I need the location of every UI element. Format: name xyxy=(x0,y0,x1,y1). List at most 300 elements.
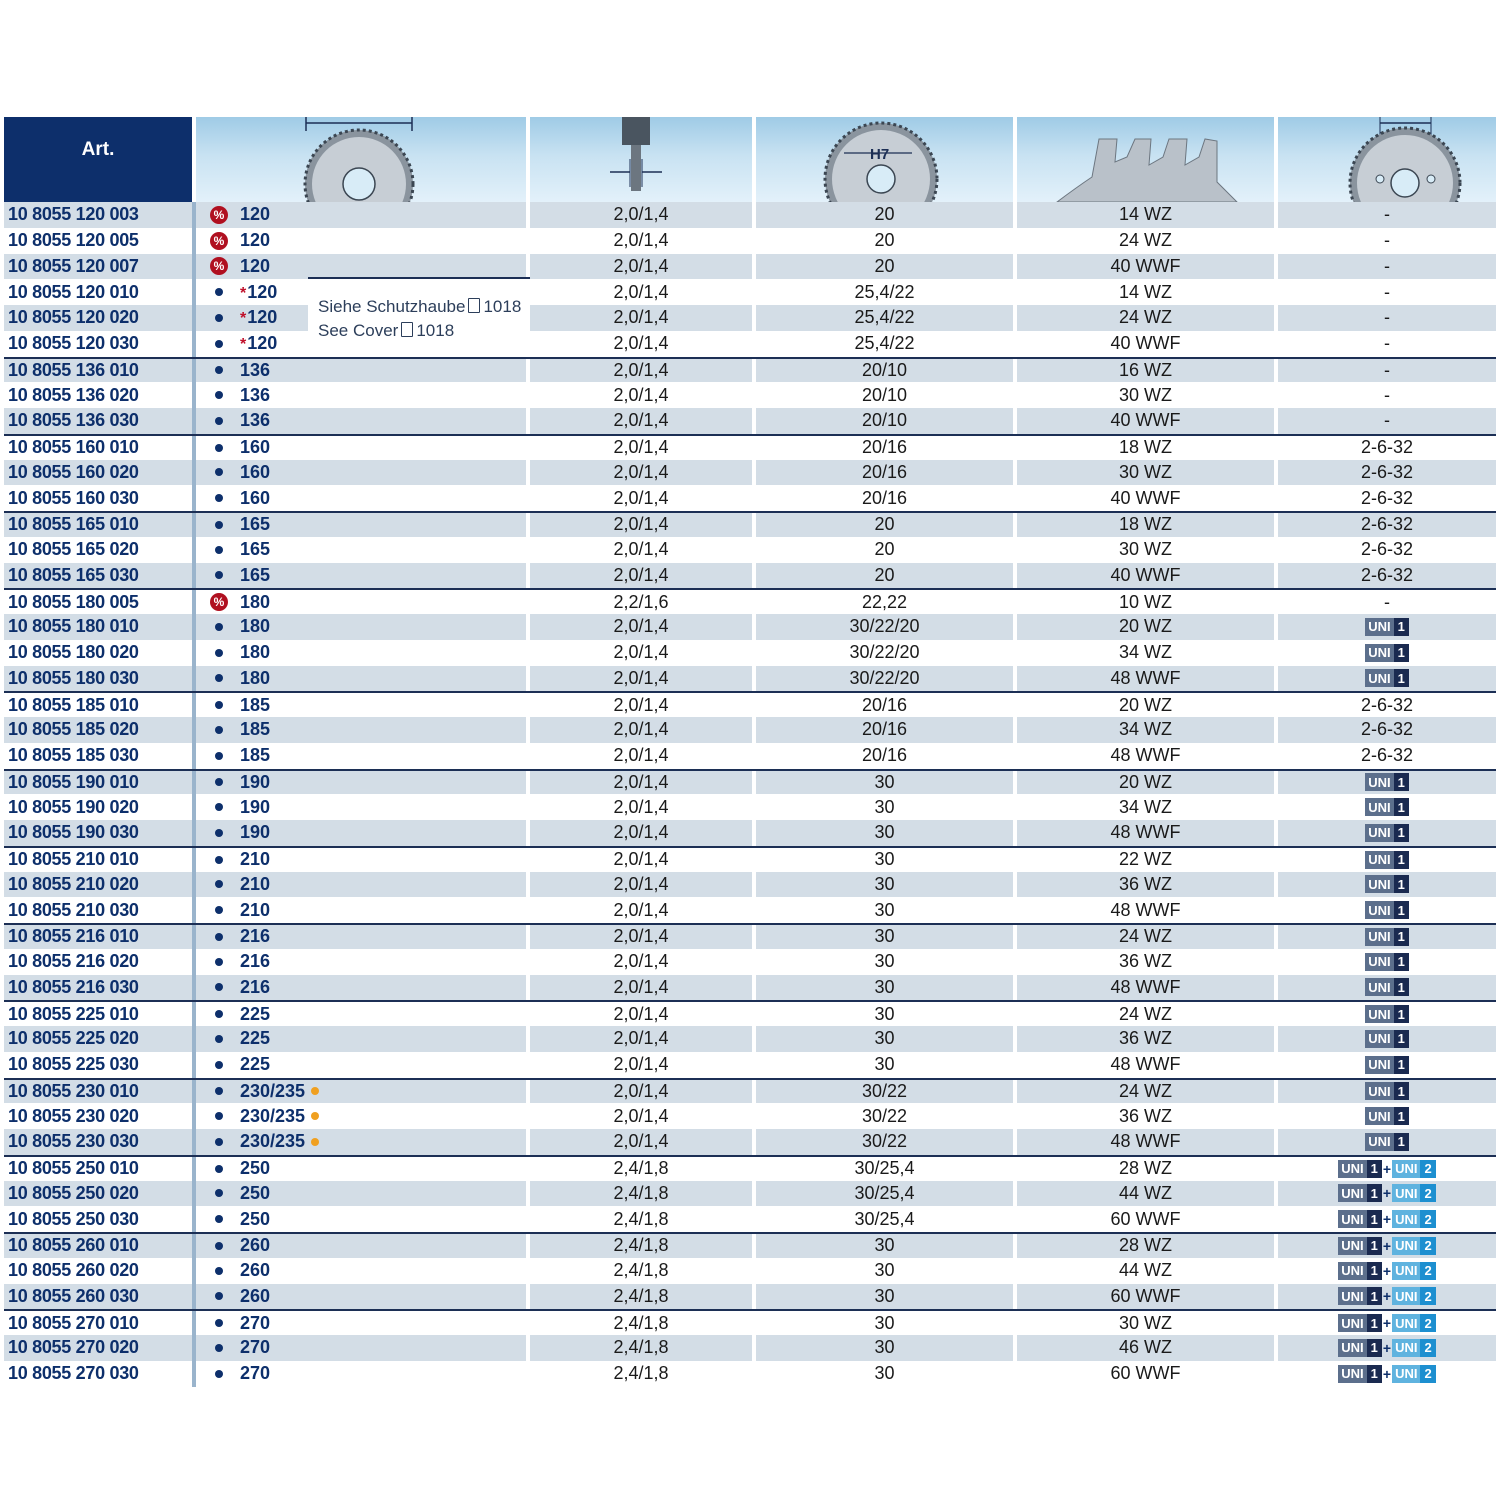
availability-dot-icon xyxy=(215,468,223,476)
availability-mark xyxy=(206,314,232,322)
uni-label: UNI xyxy=(1365,1030,1393,1048)
pinhole-spec: - xyxy=(1384,591,1390,612)
uni-number: 1 xyxy=(1367,1287,1382,1305)
tooth-count: 30 WZ xyxy=(1017,1311,1278,1335)
availability-dot-icon xyxy=(215,444,223,452)
availability-dot-icon xyxy=(215,1165,223,1173)
availability-mark xyxy=(206,701,232,709)
article-number: 10 8055 225 030 xyxy=(4,1052,196,1078)
diameter-value xyxy=(240,592,270,613)
uni1-badge xyxy=(1365,1107,1409,1125)
pinhole-spec: - xyxy=(1384,384,1390,405)
article-number: 10 8055 250 010 xyxy=(4,1157,196,1181)
diameter-cell xyxy=(196,228,530,254)
note-de: Siehe Schutzhaube xyxy=(318,297,466,316)
diameter-value xyxy=(240,874,270,895)
uni-number: 1 xyxy=(1394,669,1409,687)
tooth-count: 36 WZ xyxy=(1017,949,1278,975)
uni-label: UNI xyxy=(1365,773,1393,791)
table-row xyxy=(4,743,1496,769)
uni-label: UNI xyxy=(1365,1005,1393,1023)
tooth-count: 24 WZ xyxy=(1017,925,1278,949)
availability-dot-icon xyxy=(215,340,223,348)
availability-mark xyxy=(206,546,232,554)
table-row xyxy=(4,614,1496,640)
bore-diameter: 30/25,4 xyxy=(756,1181,1017,1207)
diameter-cell xyxy=(196,436,530,460)
diameter-text: 260 xyxy=(240,1235,271,1256)
availability-dot-icon xyxy=(215,983,223,991)
diameter-text: 250 xyxy=(240,1182,271,1203)
pinhole-spec: - xyxy=(1384,204,1390,225)
pinhole-spec: 2-6-32 xyxy=(1360,694,1414,715)
diameter-text: 120 xyxy=(247,307,278,328)
uni-label: UNI xyxy=(1392,1287,1420,1305)
tooth-count: 48 WWF xyxy=(1017,897,1278,923)
table-row xyxy=(4,1284,1496,1310)
diameter-text: 165 xyxy=(240,514,271,535)
article-number: 10 8055 185 010 xyxy=(4,693,196,717)
diameter-text: 190 xyxy=(240,771,271,792)
pinhole-spec xyxy=(1278,925,1496,949)
kerf-thickness: 2,4/1,8 xyxy=(530,1181,756,1207)
bore-diameter: 20/16 xyxy=(756,485,1017,511)
diameter-text: 270 xyxy=(240,1337,271,1358)
table-row xyxy=(4,460,1496,486)
table-row xyxy=(4,357,1496,383)
uni1-badge xyxy=(1338,1365,1382,1383)
asterisk-icon: * xyxy=(240,310,247,328)
availability-dot-icon xyxy=(215,1215,223,1223)
uni-label: UNI xyxy=(1365,928,1393,946)
uni1-badge xyxy=(1338,1314,1382,1332)
kerf-thickness: 2,0/1,4 xyxy=(530,771,756,795)
uni-label: UNI xyxy=(1365,824,1393,842)
uni1-badge xyxy=(1365,901,1409,919)
table-row xyxy=(4,588,1496,614)
uni-number: 1 xyxy=(1394,953,1409,971)
discount-icon: % xyxy=(210,232,228,250)
diameter-value xyxy=(240,1106,305,1127)
availability-mark xyxy=(206,494,232,502)
tooth-count: 36 WZ xyxy=(1017,1026,1278,1052)
pinhole-spec xyxy=(1278,1026,1496,1052)
uni-number: 1 xyxy=(1394,901,1409,919)
availability-mark xyxy=(206,1344,232,1352)
tooth-count: 44 WZ xyxy=(1017,1258,1278,1284)
uni-number: 1 xyxy=(1394,824,1409,842)
table-row xyxy=(4,1232,1496,1258)
diameter-text: 136 xyxy=(240,359,271,380)
uni-label: UNI xyxy=(1338,1262,1366,1280)
uni-number: 2 xyxy=(1420,1160,1435,1178)
tooth-count: 30 WZ xyxy=(1017,382,1278,408)
diameter-text: 270 xyxy=(240,1312,271,1333)
table-row xyxy=(4,279,1496,305)
table-row xyxy=(4,897,1496,923)
uni-number: 1 xyxy=(1394,1030,1409,1048)
kerf-thickness: 2,0/1,4 xyxy=(530,794,756,820)
availability-dot-icon xyxy=(215,1087,223,1095)
bore-diameter: 30 xyxy=(756,794,1017,820)
diameter-value xyxy=(240,333,277,354)
article-number: 10 8055 230 030 xyxy=(4,1129,196,1155)
diameter-text: 185 xyxy=(240,745,271,766)
bore-diameter: 25,4/22 xyxy=(756,331,1017,357)
uni-label: UNI xyxy=(1365,1107,1393,1125)
table-header xyxy=(4,117,1496,202)
diameter-value xyxy=(240,900,270,921)
tooth-count: 20 WZ xyxy=(1017,771,1278,795)
kerf-thickness-diagram xyxy=(530,117,756,202)
table-row xyxy=(4,640,1496,666)
availability-mark xyxy=(206,856,232,864)
diameter-text: 165 xyxy=(240,539,271,560)
uni-number: 1 xyxy=(1394,851,1409,869)
article-number: 10 8055 165 020 xyxy=(4,537,196,563)
availability-mark xyxy=(206,417,232,425)
uni-number: 2 xyxy=(1420,1287,1435,1305)
kerf-thickness: 2,0/1,4 xyxy=(530,848,756,872)
availability-dot-icon xyxy=(215,366,223,374)
kerf-thickness: 2,0/1,4 xyxy=(530,1052,756,1078)
bore-diameter-diagram xyxy=(756,117,1017,202)
diameter-value xyxy=(240,719,270,740)
diameter-text: 230/235 xyxy=(240,1105,306,1126)
diameter-value xyxy=(240,1028,270,1049)
tooth-count: 30 WZ xyxy=(1017,460,1278,486)
diameter-value xyxy=(240,1209,270,1230)
tooth-count: 14 WZ xyxy=(1017,279,1278,305)
availability-dot-icon xyxy=(215,494,223,502)
table-row xyxy=(4,202,1496,228)
uni-number: 1 xyxy=(1394,1133,1409,1151)
uni-number: 2 xyxy=(1420,1314,1435,1332)
article-number: 10 8055 216 020 xyxy=(4,949,196,975)
availability-mark xyxy=(206,674,232,682)
availability-dot-icon xyxy=(215,752,223,760)
availability-mark xyxy=(206,933,232,941)
availability-dot-icon xyxy=(215,623,223,631)
kerf-thickness: 2,0/1,4 xyxy=(530,279,756,305)
bore-diameter: 20 xyxy=(756,254,1017,280)
diameter-value xyxy=(240,1286,270,1307)
article-number: 10 8055 120 003 xyxy=(4,202,196,228)
table-row xyxy=(4,1052,1496,1078)
bore-tolerance-label: H7 xyxy=(870,146,890,163)
kerf-thickness: 2,0/1,4 xyxy=(530,513,756,537)
bore-diameter: 30 xyxy=(756,925,1017,949)
table-row xyxy=(4,1258,1496,1284)
kerf-thickness: 2,0/1,4 xyxy=(530,640,756,666)
uni-label: UNI xyxy=(1365,901,1393,919)
diameter-cell xyxy=(196,1080,530,1104)
bore-diameter: 20 xyxy=(756,537,1017,563)
diameter-cell xyxy=(196,771,530,795)
uni1-badge xyxy=(1365,618,1409,636)
article-number: 10 8055 160 030 xyxy=(4,485,196,511)
pinhole-spec: 2-6-32 xyxy=(1360,745,1414,766)
availability-mark xyxy=(206,521,232,529)
asterisk-icon: * xyxy=(240,284,247,302)
uni-label: UNI xyxy=(1392,1237,1420,1255)
uni-label: UNI xyxy=(1365,1056,1393,1074)
availability-mark xyxy=(206,1242,232,1250)
diameter-text: 165 xyxy=(240,564,271,585)
diameter-text: 190 xyxy=(240,822,271,843)
diameter-value xyxy=(240,282,277,303)
article-number: 10 8055 250 020 xyxy=(4,1181,196,1207)
uni-label: UNI xyxy=(1338,1314,1366,1332)
diameter-value xyxy=(240,488,270,509)
diameter-cell xyxy=(196,408,530,434)
kerf-thickness: 2,0/1,4 xyxy=(530,820,756,846)
discount-icon: % xyxy=(210,593,228,611)
availability-mark xyxy=(206,1035,232,1043)
uni1-badge xyxy=(1338,1160,1382,1178)
availability-mark xyxy=(206,468,232,476)
plus-sign: + xyxy=(1382,1185,1392,1202)
diameter-cell xyxy=(196,1052,530,1078)
availability-mark xyxy=(206,983,232,991)
availability-dot-icon xyxy=(215,1035,223,1043)
uni-label: UNI xyxy=(1338,1365,1366,1383)
diameter-text: 210 xyxy=(240,899,271,920)
diameter-value xyxy=(240,256,270,277)
kerf-thickness: 2,0/1,4 xyxy=(530,228,756,254)
uni-number: 2 xyxy=(1420,1184,1435,1202)
uni-number: 1 xyxy=(1367,1210,1382,1228)
diameter-value xyxy=(240,642,270,663)
pinhole-spec xyxy=(1278,1361,1496,1387)
uni-label: UNI xyxy=(1338,1210,1366,1228)
tooth-count: 40 WWF xyxy=(1017,408,1278,434)
availability-dot-icon xyxy=(215,701,223,709)
article-number: 10 8055 260 020 xyxy=(4,1258,196,1284)
uni1-badge xyxy=(1338,1237,1382,1255)
article-number: 10 8055 270 010 xyxy=(4,1311,196,1335)
diameter-text: 216 xyxy=(240,951,271,972)
diameter-cell xyxy=(196,254,530,280)
diameter-cell xyxy=(196,1335,530,1361)
diameter-value xyxy=(240,385,270,406)
uni-label: UNI xyxy=(1392,1262,1420,1280)
pinhole-spec: 2-6-32 xyxy=(1360,514,1414,535)
table-row xyxy=(4,949,1496,975)
diameter-text: 120 xyxy=(240,230,271,251)
pinhole-spec xyxy=(1278,771,1496,795)
table-row xyxy=(4,794,1496,820)
uni1-badge xyxy=(1365,773,1409,791)
table-row xyxy=(4,228,1496,254)
bore-diameter: 25,4/22 xyxy=(756,279,1017,305)
bore-diameter: 30 xyxy=(756,1311,1017,1335)
kerf-thickness: 2,0/1,4 xyxy=(530,202,756,228)
diameter-value xyxy=(240,951,270,972)
pinhole-spec xyxy=(1278,897,1496,923)
pinhole-spec xyxy=(1278,820,1496,846)
uni2-badge xyxy=(1392,1237,1436,1255)
uni1-badge xyxy=(1365,928,1409,946)
table-row xyxy=(4,1103,1496,1129)
availability-dot-icon xyxy=(215,958,223,966)
bore-diameter: 30 xyxy=(756,1335,1017,1361)
availability-dot-icon xyxy=(215,880,223,888)
uni-label: UNI xyxy=(1338,1237,1366,1255)
diameter-text: 216 xyxy=(240,976,271,997)
availability-mark xyxy=(206,649,232,657)
bore-diameter: 30 xyxy=(756,820,1017,846)
uni1-badge xyxy=(1338,1339,1382,1357)
bore-diameter: 20 xyxy=(756,563,1017,589)
article-number: 10 8055 185 020 xyxy=(4,717,196,743)
article-number: 10 8055 250 030 xyxy=(4,1206,196,1232)
diameter-value xyxy=(240,977,270,998)
diameter-cell xyxy=(196,1258,530,1284)
diameter-text: 210 xyxy=(240,849,271,870)
article-number: 10 8055 120 007 xyxy=(4,254,196,280)
diameter-value xyxy=(240,360,270,381)
availability-dot-icon xyxy=(215,1061,223,1069)
availability-mark xyxy=(206,593,232,611)
diameter-cell xyxy=(196,513,530,537)
availability-mark xyxy=(206,1370,232,1378)
bore-diameter: 20/10 xyxy=(756,359,1017,383)
availability-mark xyxy=(206,288,232,296)
availability-mark xyxy=(206,803,232,811)
pinhole-spec: - xyxy=(1384,333,1390,354)
diameter-text: 190 xyxy=(240,796,271,817)
tooth-count: 34 WZ xyxy=(1017,717,1278,743)
article-number: 10 8055 136 020 xyxy=(4,382,196,408)
article-number: 10 8055 210 020 xyxy=(4,872,196,898)
availability-dot-icon xyxy=(215,906,223,914)
bore-diameter: 30/22 xyxy=(756,1080,1017,1104)
diameter-text: 160 xyxy=(240,487,271,508)
uni2-badge xyxy=(1392,1365,1436,1383)
diameter-value xyxy=(240,1004,270,1025)
article-number: 10 8055 165 030 xyxy=(4,563,196,589)
uni1-badge xyxy=(1365,1133,1409,1151)
diameter-text: 160 xyxy=(240,437,271,458)
bore-diameter: 30 xyxy=(756,1002,1017,1026)
diameter-text: 260 xyxy=(240,1285,271,1306)
uni-label: UNI xyxy=(1392,1339,1420,1357)
article-number: 10 8055 120 010 xyxy=(4,279,196,305)
article-number: 10 8055 225 020 xyxy=(4,1026,196,1052)
availability-mark xyxy=(206,1061,232,1069)
diameter-cell xyxy=(196,563,530,589)
diameter-text: 225 xyxy=(240,1003,271,1024)
article-number: 10 8055 190 010 xyxy=(4,771,196,795)
table-body xyxy=(4,202,1496,1387)
tooth-count: 48 WWF xyxy=(1017,743,1278,769)
diameter-text: 180 xyxy=(240,642,271,663)
pinhole-spec xyxy=(1278,949,1496,975)
book-icon xyxy=(401,322,413,337)
diameter-cell xyxy=(196,614,530,640)
article-number: 10 8055 210 030 xyxy=(4,897,196,923)
bore-diameter: 30 xyxy=(756,1026,1017,1052)
bore-diameter: 30 xyxy=(756,949,1017,975)
uni-number: 1 xyxy=(1394,618,1409,636)
pinhole-spec: - xyxy=(1384,307,1390,328)
tooth-count: 24 WZ xyxy=(1017,1002,1278,1026)
diameter-text: 120 xyxy=(240,204,271,225)
diameter-cell xyxy=(196,359,530,383)
uni-number: 1 xyxy=(1394,644,1409,662)
article-number: 10 8055 160 020 xyxy=(4,460,196,486)
diameter-value xyxy=(240,772,270,793)
availability-mark xyxy=(206,444,232,452)
uni-number: 1 xyxy=(1394,798,1409,816)
bore-diameter: 20/16 xyxy=(756,460,1017,486)
table-row xyxy=(4,382,1496,408)
diameter-value xyxy=(240,822,270,843)
diameter-cell xyxy=(196,1026,530,1052)
bore-diameter: 30/22/20 xyxy=(756,640,1017,666)
pinhole-spec: - xyxy=(1384,230,1390,251)
availability-mark xyxy=(206,206,232,224)
diameter-value xyxy=(240,616,270,637)
diameter-cell xyxy=(196,382,530,408)
table-row xyxy=(4,1026,1496,1052)
availability-mark xyxy=(206,340,232,348)
kerf-thickness: 2,0/1,4 xyxy=(530,949,756,975)
table-row xyxy=(4,1309,1496,1335)
kerf-thickness: 2,0/1,4 xyxy=(530,743,756,769)
table-row xyxy=(4,331,1496,357)
availability-mark xyxy=(206,829,232,837)
diameter-cell xyxy=(196,925,530,949)
plus-sign: + xyxy=(1382,1211,1392,1228)
kerf-thickness: 2,4/1,8 xyxy=(530,1361,756,1387)
bore-diameter: 30 xyxy=(756,872,1017,898)
diameter-cell xyxy=(196,693,530,717)
tooth-count: 28 WZ xyxy=(1017,1157,1278,1181)
diameter-value xyxy=(240,204,270,225)
uni-number: 1 xyxy=(1394,1107,1409,1125)
uni1-badge xyxy=(1338,1287,1382,1305)
table-row xyxy=(4,1181,1496,1207)
pinhole-spec xyxy=(1278,1258,1496,1284)
kerf-thickness: 2,0/1,4 xyxy=(530,436,756,460)
availability-dot-icon xyxy=(215,1112,223,1120)
pinhole-spec: 2-6-32 xyxy=(1360,719,1414,740)
uni2-badge xyxy=(1392,1210,1436,1228)
diameter-value xyxy=(240,849,270,870)
uni1-badge xyxy=(1365,644,1409,662)
tooth-count: 24 WZ xyxy=(1017,228,1278,254)
pinhole-spec: - xyxy=(1384,410,1390,431)
diameter-text: 250 xyxy=(240,1158,271,1179)
diameter-value xyxy=(240,1054,270,1075)
availability-mark xyxy=(206,1138,232,1146)
plus-sign: + xyxy=(1382,1237,1392,1254)
bore-diameter: 30 xyxy=(756,1284,1017,1310)
diameter-value xyxy=(240,1260,270,1281)
note-page: 1018 xyxy=(416,321,455,340)
availability-dot-icon xyxy=(215,1292,223,1300)
uni-number: 1 xyxy=(1394,928,1409,946)
table-row xyxy=(4,717,1496,743)
tooth-count: 40 WWF xyxy=(1017,254,1278,280)
availability-dot-icon xyxy=(215,1242,223,1250)
bore-diameter: 22,22 xyxy=(756,590,1017,614)
tooth-shape-diagram xyxy=(1017,117,1278,202)
tooth-count: 18 WZ xyxy=(1017,513,1278,537)
uni2-badge xyxy=(1392,1314,1436,1332)
